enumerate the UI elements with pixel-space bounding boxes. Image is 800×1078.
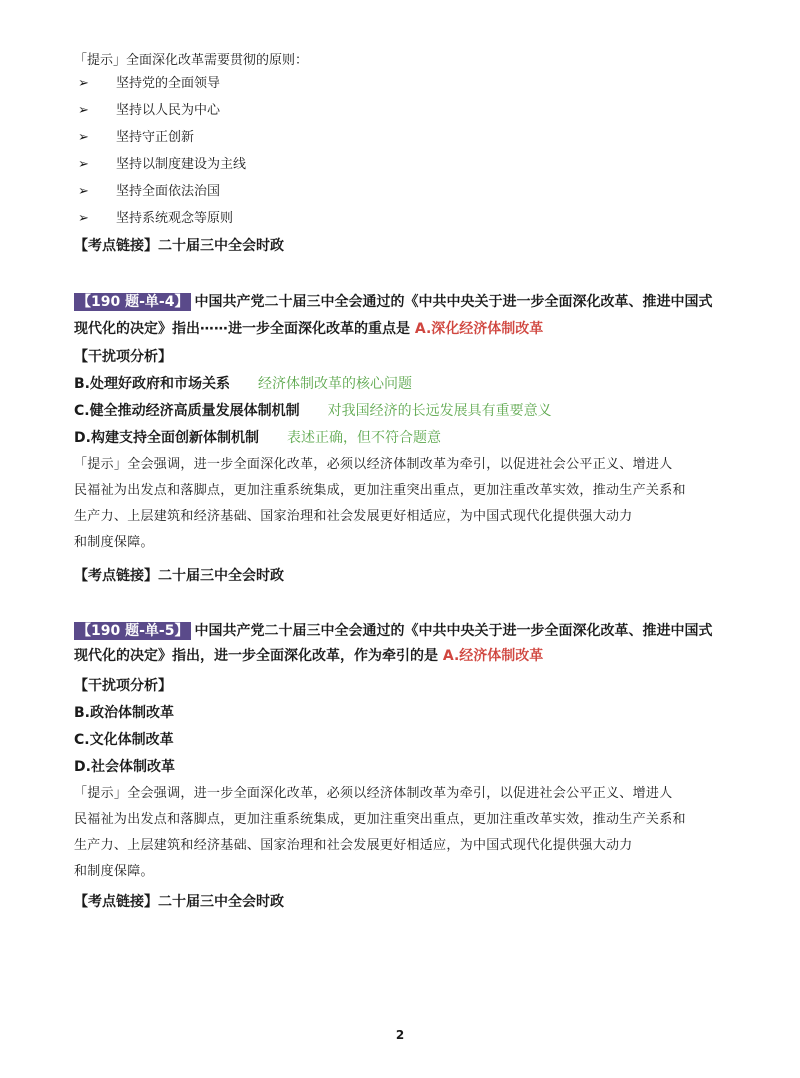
question-5-stem-line2: 现代化的决定》指出，进一步全面深化改革，作为牵引的是 A.经济体制改革 [74,648,544,664]
question-tag: 【190 题-单-5】 [74,622,191,640]
page-number: 2 [395,1028,405,1042]
question-tag: 【190 题-单-4】 [74,293,191,311]
correct-answer: A.深化经济体制改革 [414,321,544,337]
distractor-option: C.文化体制改革 [74,732,174,748]
principle-item: 坚持党的全面领导 [116,76,221,91]
tip-intro: 「提示」全面深化改革需要贯彻的原则： [74,53,309,68]
distractor-note: 经济体制改革的核心问题 [258,376,412,392]
question-5-stem-line1: 【190 题-单-5】 中国共产党二十届三中全会通过的《中共中央关于进一步全面深化改革、推进中国式 [74,622,712,640]
distractor-note: 对我国经济的长远发展具有重要意义 [327,403,552,419]
exam-link: 【考点链接】二十届三中全会时政 [74,568,284,584]
distractor-option: D.社会体制改革 [74,759,175,775]
distractor-option: B.处理好政府和市场关系 经济体制改革的核心问题 [74,376,412,392]
distractor-option: D.构建支持全面创新体制机制 表述正确，但不符合题意 [74,430,441,446]
arrow-bullet-icon: ➢ [78,103,89,118]
arrow-bullet-icon: ➢ [78,76,89,91]
arrow-bullet-icon: ➢ [78,211,89,226]
principle-item: 坚持系统观念等原则 [116,211,234,226]
exam-link: 【考点链接】二十届三中全会时政 [74,238,284,254]
analysis-title: 【干扰项分析】 [74,349,172,365]
arrow-bullet-icon: ➢ [78,130,89,145]
correct-answer: A.经济体制改革 [442,648,544,664]
question-4-stem-line1: 【190 题-单-4】 中国共产党二十届三中全会通过的《中共中央关于进一步全面深化改革、推进中国式 [74,293,712,311]
tip-paragraph: 「提示」全会强调，进一步全面深化改革，必须以经济体制改革为牵引，以促进社会公平正义、增进人 民福祉为出发点和落脚点，更加注重系统集成，更加注重突出重点，更加注重改革实效，推动生产关系和 生产力、上层建筑和经济基础、国家治理和社会发展更好相适应，为中国式现代化提供强大动力 和制度保障。 [74,786,686,879]
principle-item: 坚持以制度建设为主线 [116,157,247,172]
distractor-option: C.健全推动经济高质量发展体制机制 对我国经济的长远发展具有重要意义 [74,403,552,419]
distractor-note: 表述正确，但不符合题意 [286,430,441,446]
arrow-bullet-icon: ➢ [78,184,89,199]
question-4-stem-line2: 现代化的决定》指出⋯⋯进一步全面深化改革的重点是 A.深化经济体制改革 [74,321,544,337]
principle-item: 坚持以人民为中心 [116,103,221,118]
principle-item: 坚持守正创新 [116,130,195,145]
distractor-option: B.政治体制改革 [74,705,174,721]
principle-item: 坚持全面依法治国 [116,184,221,199]
analysis-title: 【干扰项分析】 [74,678,172,694]
exam-link: 【考点链接】二十届三中全会时政 [74,894,284,910]
tip-paragraph: 「提示」全会强调，进一步全面深化改革，必须以经济体制改革为牵引，以促进社会公平正义、增进人 民福祉为出发点和落脚点，更加注重系统集成，更加注重突出重点，更加注重改革实效，推动生产关系和 生产力、上层建筑和经济基础、国家治理和社会发展更好相适应，为中国式现代化提供强大动力 和制度保障。 [74,457,686,550]
arrow-bullet-icon: ➢ [78,157,89,172]
